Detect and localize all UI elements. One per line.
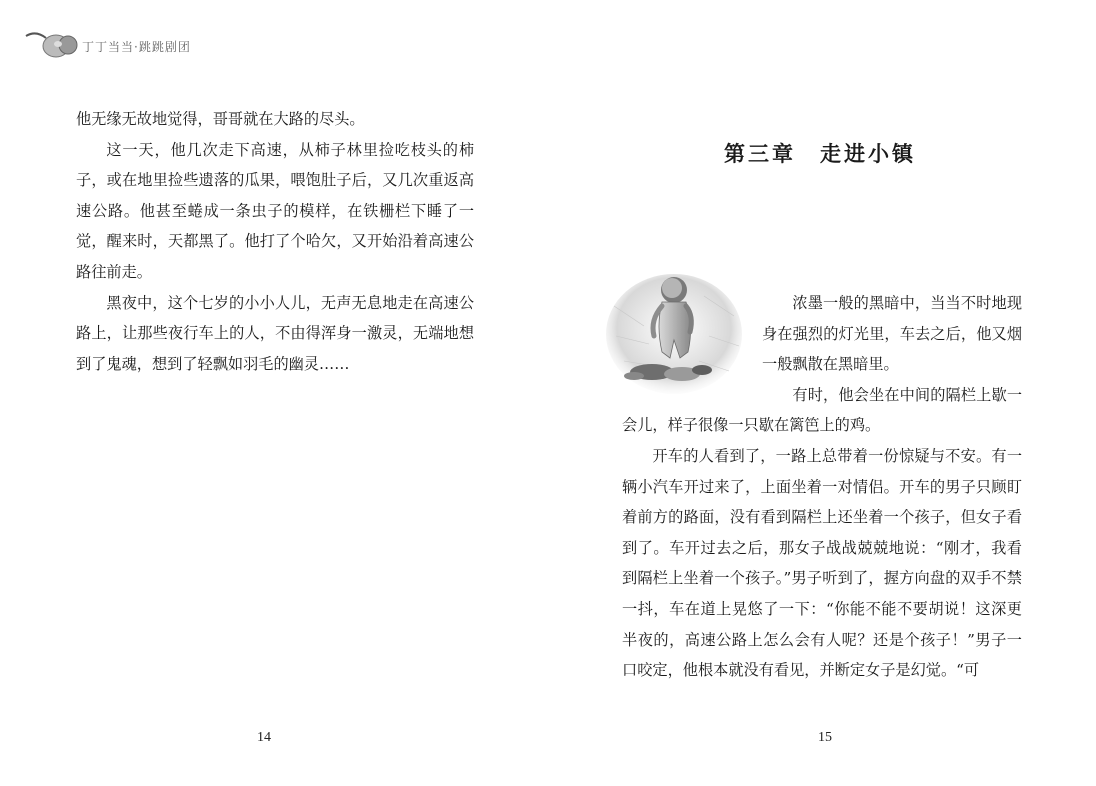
left-page-body xyxy=(76,104,474,379)
page-number-right: 15 xyxy=(818,730,832,745)
paragraph: 黑夜中，这个七岁的小小人儿，无声无息地走在高速公路上，让那些夜行车上的人，不由得浑身一激灵，无端地想到了鬼魂，想到了轻飘如羽毛的幽灵…… xyxy=(76,293,474,373)
paragraph: 他无缘无故地觉得，哥哥就在大路的尽头。 xyxy=(76,110,365,128)
paragraph: 开车的人看到了，一路上总带着一份惊疑与不安。有一辆小汽车开过来了，上面坐着一对情侣。开车的男子只顾盯着前方的路面，没有看到隔栏上还坐着一个孩子，但女子看到了。车开过去之后，那女子战战兢兢地说：“刚才，我看到隔栏上坐着一个孩子。”男子听到了，握方向盘的双手不禁一抖，车在道上晃悠了一下：“你能不能不要胡说！这深更半夜的，高速公路上怎么会有人呢？还是个孩子！”男子一口咬定，他根本就没有看见，并断定女子是幻觉。“可 xyxy=(622,446,1022,680)
paragraph: 这一天，他几次走下高速，从柿子林里捡吃枝头的柿子，或在地里捡些遗落的瓜果，喂饱肚子后，又几次重返高速公路。他甚至蜷成一条虫子的模样，在铁栅栏下睡了一觉，醒来时，天都黑了。他打了个哈欠，又开始沿着高速公路往前走。 xyxy=(76,140,474,281)
right-page-body xyxy=(622,288,1022,686)
paragraph: 有时，他会坐在中间的隔栏上歇一会儿，样子很像一只歇在篱笆上的鸡。 xyxy=(622,385,1022,435)
chapter-title: 第三章 走进小镇 xyxy=(724,142,916,166)
page-number-left: 14 xyxy=(257,730,271,745)
gourd-logo-icon xyxy=(22,26,80,66)
series-title: 丁丁当当·跳跳剧团 xyxy=(82,39,191,54)
child-on-rocks-illustration-icon xyxy=(604,266,742,386)
series-header xyxy=(22,28,212,64)
paragraph: 浓墨一般的黑暗中，当当不时地现身在强烈的灯光里，车去之后，他又烟一般飘散在黑暗里。 xyxy=(762,294,1022,374)
